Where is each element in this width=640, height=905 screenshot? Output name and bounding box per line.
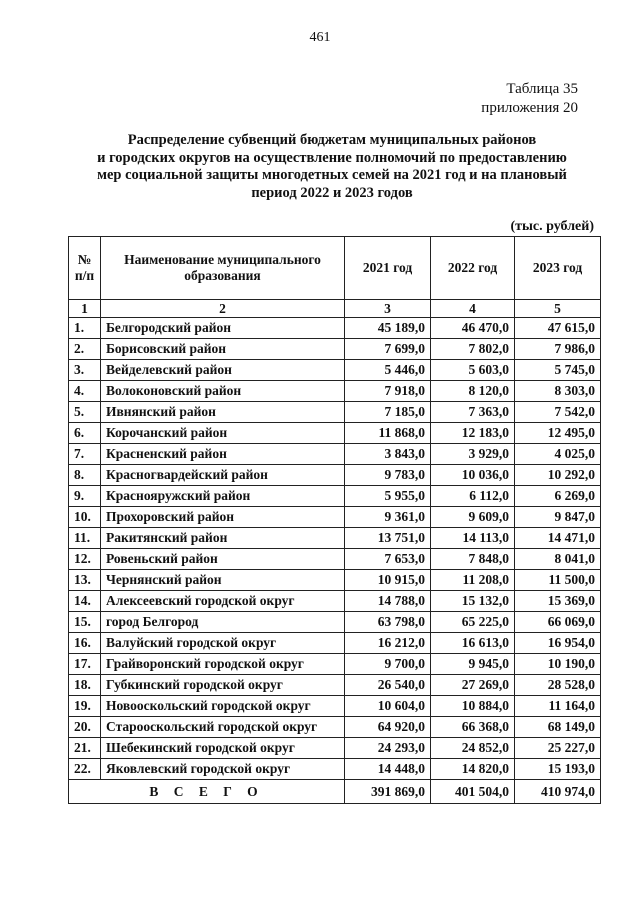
page-number: 461 xyxy=(309,30,331,45)
value-2022: 14 113,0 xyxy=(431,528,515,549)
row-number: 18. xyxy=(69,675,101,696)
value-2022: 6 112,0 xyxy=(431,486,515,507)
municipality-name: Ровеньский район xyxy=(101,549,345,570)
municipality-name: Шебекинский городской округ xyxy=(101,738,345,759)
value-2021: 7 918,0 xyxy=(345,381,431,402)
value-2023: 6 269,0 xyxy=(515,486,601,507)
total-2022: 401 504,0 xyxy=(431,780,515,804)
row-number: 2. xyxy=(69,339,101,360)
units-note: (тыс. рублей) xyxy=(510,219,594,234)
table-row xyxy=(69,423,601,444)
value-2023: 66 069,0 xyxy=(515,612,601,633)
value-2021: 26 540,0 xyxy=(345,675,431,696)
table-row xyxy=(69,654,601,675)
row-number: 1. xyxy=(69,318,101,339)
row-number: 16. xyxy=(69,633,101,654)
value-2021: 7 699,0 xyxy=(345,339,431,360)
header-2021: 2021 год xyxy=(345,237,431,300)
municipality-name: Валуйский городской округ xyxy=(101,633,345,654)
municipality-name: Красногвардейский район xyxy=(101,465,345,486)
table-label: Таблица 35 xyxy=(506,81,578,97)
table-row xyxy=(69,528,601,549)
row-number: 20. xyxy=(69,717,101,738)
table-row xyxy=(69,507,601,528)
municipality-name: Новооскольский городской округ xyxy=(101,696,345,717)
value-2021: 7 185,0 xyxy=(345,402,431,423)
row-number: 14. xyxy=(69,591,101,612)
municipality-name: Яковлевский городской округ xyxy=(101,759,345,780)
table-row xyxy=(69,738,601,759)
row-number: 13. xyxy=(69,570,101,591)
value-2021: 9 361,0 xyxy=(345,507,431,528)
row-number: 15. xyxy=(69,612,101,633)
value-2021: 24 293,0 xyxy=(345,738,431,759)
value-2021: 63 798,0 xyxy=(345,612,431,633)
value-2021: 45 189,0 xyxy=(345,318,431,339)
table-row xyxy=(69,465,601,486)
table-row xyxy=(69,381,601,402)
table-row xyxy=(69,696,601,717)
row-number: 8. xyxy=(69,465,101,486)
row-number: 12. xyxy=(69,549,101,570)
table-row xyxy=(69,444,601,465)
municipality-name: Вейделевский район xyxy=(101,360,345,381)
table-row xyxy=(69,339,601,360)
row-number: 9. xyxy=(69,486,101,507)
municipality-name: Краснояружский район xyxy=(101,486,345,507)
municipality-name: Губкинский городской округ xyxy=(101,675,345,696)
table-row xyxy=(69,717,601,738)
value-2022: 15 132,0 xyxy=(431,591,515,612)
table-row xyxy=(69,759,601,780)
value-2021: 11 868,0 xyxy=(345,423,431,444)
header-num: № п/п xyxy=(69,237,101,300)
municipality-name: Белгородский район xyxy=(101,318,345,339)
municipality-name: Ракитянский район xyxy=(101,528,345,549)
value-2023: 8 303,0 xyxy=(515,381,601,402)
value-2022: 46 470,0 xyxy=(431,318,515,339)
value-2021: 5 955,0 xyxy=(345,486,431,507)
value-2022: 7 363,0 xyxy=(431,402,515,423)
table-row xyxy=(69,591,601,612)
subvention-table xyxy=(68,236,601,804)
table-row xyxy=(69,402,601,423)
table-row xyxy=(69,486,601,507)
table-row xyxy=(69,549,601,570)
value-2023: 5 745,0 xyxy=(515,360,601,381)
column-number: 3 xyxy=(345,300,431,318)
municipality-name: Чернянский район xyxy=(101,570,345,591)
table-row xyxy=(69,318,601,339)
value-2022: 66 368,0 xyxy=(431,717,515,738)
value-2022: 7 802,0 xyxy=(431,339,515,360)
column-number-row xyxy=(69,300,601,318)
value-2022: 24 852,0 xyxy=(431,738,515,759)
value-2022: 9 609,0 xyxy=(431,507,515,528)
value-2023: 4 025,0 xyxy=(515,444,601,465)
value-2022: 12 183,0 xyxy=(431,423,515,444)
municipality-name: Прохоровский район xyxy=(101,507,345,528)
value-2021: 13 751,0 xyxy=(345,528,431,549)
table-row xyxy=(69,570,601,591)
value-2022: 10 036,0 xyxy=(431,465,515,486)
municipality-name: Борисовский район xyxy=(101,339,345,360)
value-2021: 5 446,0 xyxy=(345,360,431,381)
table-row xyxy=(69,633,601,654)
table-header-row xyxy=(69,237,601,300)
municipality-name: Грайворонский городской округ xyxy=(101,654,345,675)
value-2022: 10 884,0 xyxy=(431,696,515,717)
header-2023: 2023 год xyxy=(515,237,601,300)
column-number: 2 xyxy=(101,300,345,318)
row-number: 17. xyxy=(69,654,101,675)
municipality-name: Красненский район xyxy=(101,444,345,465)
row-number: 22. xyxy=(69,759,101,780)
value-2022: 3 929,0 xyxy=(431,444,515,465)
row-number: 7. xyxy=(69,444,101,465)
value-2023: 7 986,0 xyxy=(515,339,601,360)
title-line: мер социальной защиты многодетных семей на 2021 год и на плановый xyxy=(97,167,567,183)
value-2023: 7 542,0 xyxy=(515,402,601,423)
value-2021: 3 843,0 xyxy=(345,444,431,465)
title-line: период 2022 и 2023 годов xyxy=(251,184,413,201)
value-2023: 15 369,0 xyxy=(515,591,601,612)
value-2021: 9 700,0 xyxy=(345,654,431,675)
value-2023: 15 193,0 xyxy=(515,759,601,780)
row-number: 21. xyxy=(69,738,101,759)
value-2021: 10 915,0 xyxy=(345,570,431,591)
annex-label: приложения 20 xyxy=(481,100,578,116)
total-label: В С Е Г О xyxy=(69,780,345,804)
row-number: 5. xyxy=(69,402,101,423)
table-row xyxy=(69,360,601,381)
value-2021: 10 604,0 xyxy=(345,696,431,717)
row-number: 10. xyxy=(69,507,101,528)
value-2022: 8 120,0 xyxy=(431,381,515,402)
document-title xyxy=(62,132,602,202)
header-2022: 2022 год xyxy=(431,237,515,300)
municipality-name: город Белгород xyxy=(101,612,345,633)
value-2021: 7 653,0 xyxy=(345,549,431,570)
column-number: 5 xyxy=(515,300,601,318)
value-2023: 9 847,0 xyxy=(515,507,601,528)
title-line: и городских округов на осуществление полномочий по предоставлению xyxy=(97,149,567,166)
total-2021: 391 869,0 xyxy=(345,780,431,804)
appendix-reference xyxy=(481,80,578,118)
row-number: 11. xyxy=(69,528,101,549)
value-2021: 9 783,0 xyxy=(345,465,431,486)
value-2023: 10 190,0 xyxy=(515,654,601,675)
municipality-name: Корочанский район xyxy=(101,423,345,444)
value-2023: 47 615,0 xyxy=(515,318,601,339)
column-number: 1 xyxy=(69,300,101,318)
value-2023: 28 528,0 xyxy=(515,675,601,696)
total-2023: 410 974,0 xyxy=(515,780,601,804)
value-2022: 5 603,0 xyxy=(431,360,515,381)
header-name: Наименование муниципального образования xyxy=(101,237,345,300)
value-2023: 12 495,0 xyxy=(515,423,601,444)
value-2023: 25 227,0 xyxy=(515,738,601,759)
value-2022: 65 225,0 xyxy=(431,612,515,633)
value-2023: 11 164,0 xyxy=(515,696,601,717)
row-number: 6. xyxy=(69,423,101,444)
total-row xyxy=(69,780,601,804)
value-2021: 14 448,0 xyxy=(345,759,431,780)
value-2022: 16 613,0 xyxy=(431,633,515,654)
value-2023: 16 954,0 xyxy=(515,633,601,654)
value-2023: 10 292,0 xyxy=(515,465,601,486)
value-2021: 64 920,0 xyxy=(345,717,431,738)
value-2023: 68 149,0 xyxy=(515,717,601,738)
municipality-name: Волоконовский район xyxy=(101,381,345,402)
row-number: 4. xyxy=(69,381,101,402)
value-2023: 14 471,0 xyxy=(515,528,601,549)
municipality-name: Алексеевский городской округ xyxy=(101,591,345,612)
row-number: 3. xyxy=(69,360,101,381)
municipality-name: Ивнянский район xyxy=(101,402,345,423)
value-2023: 11 500,0 xyxy=(515,570,601,591)
value-2022: 9 945,0 xyxy=(431,654,515,675)
value-2023: 8 041,0 xyxy=(515,549,601,570)
value-2022: 27 269,0 xyxy=(431,675,515,696)
value-2021: 14 788,0 xyxy=(345,591,431,612)
column-number: 4 xyxy=(431,300,515,318)
title-line: Распределение субвенций бюджетам муниципальных районов xyxy=(127,132,537,148)
table-row xyxy=(69,675,601,696)
value-2022: 7 848,0 xyxy=(431,549,515,570)
row-number: 19. xyxy=(69,696,101,717)
municipality-name: Старооскольский городской округ xyxy=(101,717,345,738)
value-2021: 16 212,0 xyxy=(345,633,431,654)
table-row xyxy=(69,612,601,633)
value-2022: 11 208,0 xyxy=(431,570,515,591)
value-2022: 14 820,0 xyxy=(431,759,515,780)
